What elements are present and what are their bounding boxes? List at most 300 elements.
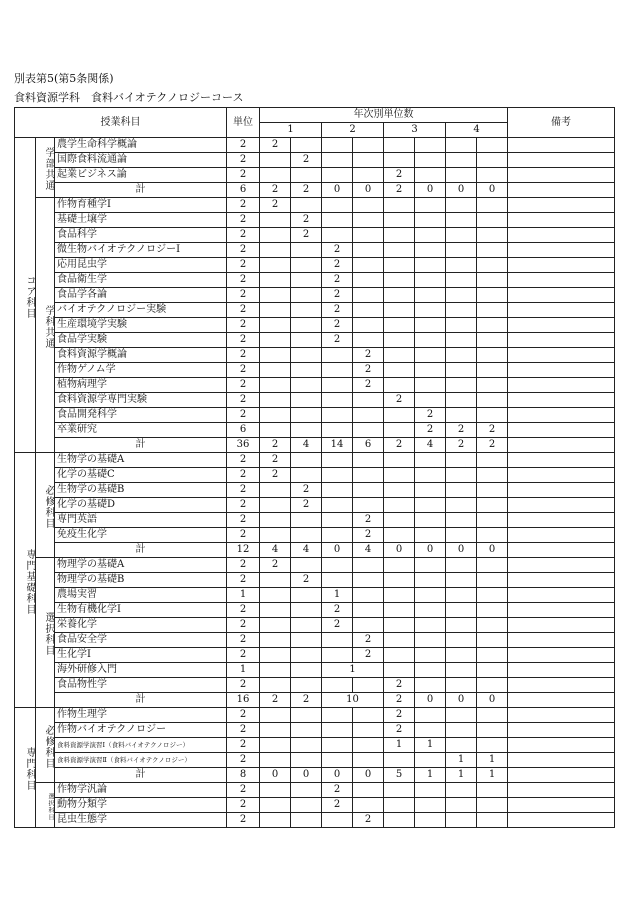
credit-value: 2 (227, 633, 260, 648)
year-value (446, 618, 477, 633)
year-value (291, 243, 322, 258)
credit-value: 2 (227, 738, 260, 753)
year-value (446, 738, 477, 753)
year-value (415, 348, 446, 363)
table-row (15, 258, 615, 273)
year-value (322, 168, 353, 183)
year-value (384, 198, 415, 213)
credit-value: 2 (227, 813, 260, 828)
year-value: 0 (415, 183, 446, 198)
year-value (446, 258, 477, 273)
year-header: 4 (446, 123, 508, 138)
subject-name: 食品学各論 (55, 288, 227, 303)
year-value (415, 603, 446, 618)
year-value (415, 333, 446, 348)
year-value: 0 (322, 183, 353, 198)
year-value (322, 498, 353, 513)
year-value: 2 (353, 648, 384, 663)
year-value (260, 333, 291, 348)
year-value (384, 573, 415, 588)
year-value (415, 468, 446, 483)
table-row (15, 798, 615, 813)
year-value (477, 168, 508, 183)
year-value (415, 588, 446, 603)
year-value (415, 153, 446, 168)
year-value (291, 618, 322, 633)
year-value (415, 663, 446, 678)
year-value: 0 (322, 543, 353, 558)
year-value: 2 (322, 798, 353, 813)
year-value: 14 (322, 438, 353, 453)
table-row (15, 528, 615, 543)
year-value: 0 (446, 693, 477, 708)
year-value (353, 258, 384, 273)
subject-name: 作物学汎論 (55, 783, 227, 798)
subject-name: 食料資源学概論 (55, 348, 227, 363)
year-value (415, 513, 446, 528)
year-value: 2 (353, 528, 384, 543)
year-value: 2 (291, 183, 322, 198)
year-value (477, 138, 508, 153)
year-value: 2 (322, 288, 353, 303)
credit-value: 1 (227, 663, 260, 678)
year-value (384, 333, 415, 348)
notes-cell (508, 678, 615, 693)
year-value (384, 258, 415, 273)
year-value (446, 678, 477, 693)
year-value (291, 393, 322, 408)
year-value (384, 528, 415, 543)
year-value (477, 258, 508, 273)
year-value (384, 138, 415, 153)
year-value (477, 333, 508, 348)
year-value (353, 738, 384, 753)
notes-header: 備考 (508, 108, 615, 138)
notes-cell (508, 798, 615, 813)
year-value: 2 (322, 783, 353, 798)
year-value (291, 453, 322, 468)
year-value: 2 (291, 498, 322, 513)
year-value (477, 303, 508, 318)
year-value (291, 378, 322, 393)
year-value: 2 (384, 183, 415, 198)
year-value: 1 (446, 768, 477, 783)
credit-value: 2 (227, 138, 260, 153)
year-value (322, 468, 353, 483)
table-row (15, 648, 615, 663)
notes-cell (508, 453, 615, 468)
year-value: 2 (353, 633, 384, 648)
notes-cell (508, 258, 615, 273)
table-row (15, 288, 615, 303)
table-row (15, 783, 615, 798)
year-value (291, 408, 322, 423)
table-row (15, 468, 615, 483)
year-value (415, 723, 446, 738)
year-value (291, 303, 322, 318)
year-value (446, 663, 477, 678)
year-value (384, 588, 415, 603)
subcategory-cell: 必修科目 (36, 708, 55, 783)
year-value (415, 783, 446, 798)
year-value (415, 618, 446, 633)
year-value (384, 558, 415, 573)
year-value (291, 363, 322, 378)
year-value (260, 663, 291, 678)
credit-value: 2 (227, 453, 260, 468)
year-value (260, 153, 291, 168)
credit-value: 6 (227, 423, 260, 438)
year-value (322, 753, 353, 768)
total-row (15, 543, 615, 558)
year-value (477, 213, 508, 228)
year-value (477, 783, 508, 798)
year-value (260, 213, 291, 228)
year-value (322, 708, 353, 723)
subject-name: 食品科学 (55, 228, 227, 243)
year-value (353, 288, 384, 303)
credit-value: 2 (227, 648, 260, 663)
year-value (446, 348, 477, 363)
year-value: 2 (353, 363, 384, 378)
table-row (15, 498, 615, 513)
year-value: 2 (260, 693, 291, 708)
year-value: 0 (415, 543, 446, 558)
year-header: 1 (260, 123, 322, 138)
year-value (260, 753, 291, 768)
year-value (477, 573, 508, 588)
year-value (477, 498, 508, 513)
year-value (415, 168, 446, 183)
credit-value: 2 (227, 498, 260, 513)
total-label: 計 (55, 768, 227, 783)
year-value (291, 798, 322, 813)
table-row (15, 168, 615, 183)
year-value (291, 663, 322, 678)
year-value: 2 (353, 378, 384, 393)
subject-header: 授業科目 (15, 108, 227, 138)
year-value (415, 318, 446, 333)
notes-cell (508, 228, 615, 243)
year-value: 2 (322, 318, 353, 333)
year-value: 0 (291, 768, 322, 783)
year-value (260, 648, 291, 663)
subject-name: 食品安全学 (55, 633, 227, 648)
table-row (15, 753, 615, 768)
credit-value: 2 (227, 573, 260, 588)
year-value (446, 303, 477, 318)
year-value (415, 243, 446, 258)
year-value (353, 303, 384, 318)
credit-value: 2 (227, 618, 260, 633)
year-value (477, 318, 508, 333)
year-value: 2 (260, 183, 291, 198)
notes-cell (508, 273, 615, 288)
table-row (15, 198, 615, 213)
year-value (260, 483, 291, 498)
year-value (446, 318, 477, 333)
year-value (384, 423, 415, 438)
subject-name: 生物学の基礎A (55, 453, 227, 468)
credit-value: 2 (227, 513, 260, 528)
year-value (291, 513, 322, 528)
credit-value: 2 (227, 408, 260, 423)
total-row (15, 183, 615, 198)
year-value (477, 723, 508, 738)
notes-cell (508, 303, 615, 318)
subject-name: 生産環境学実験 (55, 318, 227, 333)
notes-cell (508, 573, 615, 588)
year-value (477, 363, 508, 378)
year-value (384, 813, 415, 828)
subject-name: 栄養化学 (55, 618, 227, 633)
year-value: 2 (322, 258, 353, 273)
year-value (291, 318, 322, 333)
year-header: 2 (322, 123, 384, 138)
credit-value: 2 (227, 723, 260, 738)
credit-value: 6 (227, 183, 260, 198)
subject-name: 食品物性学 (55, 678, 227, 693)
document-subtitle: 食料資源学科 食料バイオテクノロジーコース (14, 91, 244, 104)
year-value (260, 303, 291, 318)
year-value: 2 (477, 423, 508, 438)
year-value (477, 813, 508, 828)
year-value (260, 258, 291, 273)
credit-value: 2 (227, 528, 260, 543)
year-value (446, 333, 477, 348)
year-value: 1 (415, 738, 446, 753)
table-row (15, 273, 615, 288)
subject-name: 動物分類学 (55, 798, 227, 813)
year-value (384, 153, 415, 168)
year-value (291, 258, 322, 273)
year-value (322, 348, 353, 363)
year-value: 2 (322, 603, 353, 618)
year-value (291, 648, 322, 663)
notes-cell (508, 648, 615, 663)
table-row (15, 213, 615, 228)
year-value (260, 573, 291, 588)
subject-name: 生物有機化学Ⅰ (55, 603, 227, 618)
table-row (15, 483, 615, 498)
credit-value: 2 (227, 288, 260, 303)
year-value (415, 528, 446, 543)
year-value (291, 723, 322, 738)
subcategory-cell: 選択科目 (36, 783, 55, 828)
year-value: 2 (322, 618, 353, 633)
notes-cell (508, 603, 615, 618)
year-value (322, 363, 353, 378)
total-label: 計 (55, 543, 227, 558)
table-row (15, 228, 615, 243)
year-value (260, 738, 291, 753)
subject-name: 微生物バイオテクノロジーⅠ (55, 243, 227, 258)
credit-value: 8 (227, 768, 260, 783)
year-value (260, 813, 291, 828)
year-value (291, 633, 322, 648)
year-value (322, 138, 353, 153)
credit-value: 2 (227, 363, 260, 378)
credit-value: 2 (227, 483, 260, 498)
year-value (291, 273, 322, 288)
table-row (15, 558, 615, 573)
year-value (415, 498, 446, 513)
year-value: 1 (446, 753, 477, 768)
credit-value: 2 (227, 798, 260, 813)
credit-value: 2 (227, 678, 260, 693)
notes-cell (508, 528, 615, 543)
year-value (415, 273, 446, 288)
year-value (384, 513, 415, 528)
year-value (446, 558, 477, 573)
year-value (384, 498, 415, 513)
year-value (260, 783, 291, 798)
year-value (477, 798, 508, 813)
total-label: 計 (55, 693, 227, 708)
year-value (384, 483, 415, 498)
year-value (322, 813, 353, 828)
year-value (384, 468, 415, 483)
notes-cell (508, 738, 615, 753)
year-value (415, 228, 446, 243)
year-value (446, 213, 477, 228)
category-cell: 専門科目 (15, 708, 36, 828)
subject-name: 応用昆虫学 (55, 258, 227, 273)
year-value (477, 513, 508, 528)
year-value (322, 453, 353, 468)
year-value (353, 213, 384, 228)
year-value (477, 528, 508, 543)
year-value (322, 723, 353, 738)
year-value (446, 588, 477, 603)
year-value: 2 (384, 723, 415, 738)
year-value (291, 288, 322, 303)
year-value (477, 588, 508, 603)
year-value (384, 618, 415, 633)
year-value (322, 513, 353, 528)
year-value (446, 783, 477, 798)
year-value (477, 738, 508, 753)
year-value (322, 573, 353, 588)
table-row (15, 663, 615, 678)
table-row (15, 423, 615, 438)
total-row (15, 438, 615, 453)
year-value (477, 288, 508, 303)
subject-name: 食料資源学専門実験 (55, 393, 227, 408)
subject-name: 農場実習 (55, 588, 227, 603)
subject-name: 卒業研究 (55, 423, 227, 438)
year-value (415, 558, 446, 573)
notes-cell (508, 708, 615, 723)
year-value: 2 (291, 483, 322, 498)
subject-name: 作物育種学Ⅰ (55, 198, 227, 213)
year-value: 2 (260, 198, 291, 213)
year-value (291, 678, 322, 693)
subject-name: 国際食料流通論 (55, 153, 227, 168)
year-value (477, 633, 508, 648)
year-value: 1 (322, 663, 384, 678)
year-value (477, 393, 508, 408)
year-value: 2 (322, 243, 353, 258)
year-value: 2 (384, 438, 415, 453)
year-value (384, 318, 415, 333)
year-value (353, 408, 384, 423)
notes-cell (508, 153, 615, 168)
year-value (260, 498, 291, 513)
year-value (477, 153, 508, 168)
notes-cell (508, 513, 615, 528)
notes-cell (508, 393, 615, 408)
year-value (322, 633, 353, 648)
table-row (15, 348, 615, 363)
total-label: 計 (55, 438, 227, 453)
year-value (353, 168, 384, 183)
notes-cell (508, 378, 615, 393)
year-value: 2 (291, 213, 322, 228)
year-value: 2 (291, 693, 322, 708)
year-value: 2 (260, 453, 291, 468)
year-value (415, 678, 446, 693)
year-value (291, 198, 322, 213)
year-value (353, 558, 384, 573)
year-value (384, 648, 415, 663)
year-value: 2 (353, 813, 384, 828)
subject-name: 植物病理学 (55, 378, 227, 393)
year-value (260, 243, 291, 258)
year-value (415, 138, 446, 153)
total-row (15, 768, 615, 783)
year-value (260, 348, 291, 363)
year-value (477, 243, 508, 258)
year-value (446, 363, 477, 378)
credit-value: 16 (227, 693, 260, 708)
year-value (260, 708, 291, 723)
year-value (415, 483, 446, 498)
year-value (291, 813, 322, 828)
year-value: 0 (477, 183, 508, 198)
year-value (260, 423, 291, 438)
subject-name: 化学の基礎C (55, 468, 227, 483)
year-value (260, 393, 291, 408)
year-value: 2 (291, 228, 322, 243)
year-value (322, 678, 353, 693)
year-value (477, 408, 508, 423)
table-row (15, 813, 615, 828)
year-value (446, 198, 477, 213)
notes-cell (508, 768, 615, 783)
year-value: 2 (384, 168, 415, 183)
year-value (477, 348, 508, 363)
year-value (260, 723, 291, 738)
credit-value: 2 (227, 258, 260, 273)
year-value (477, 378, 508, 393)
notes-cell (508, 483, 615, 498)
year-value (477, 678, 508, 693)
year-value (384, 348, 415, 363)
year-value (415, 378, 446, 393)
year-value: 6 (353, 438, 384, 453)
year-value (446, 573, 477, 588)
year-value (260, 168, 291, 183)
subject-name: 基礎土壌学 (55, 213, 227, 228)
table-row (15, 618, 615, 633)
year-value (291, 528, 322, 543)
year-value (415, 573, 446, 588)
year-value (260, 288, 291, 303)
year-value (291, 738, 322, 753)
year-value: 4 (291, 438, 322, 453)
year-value: 1 (477, 753, 508, 768)
